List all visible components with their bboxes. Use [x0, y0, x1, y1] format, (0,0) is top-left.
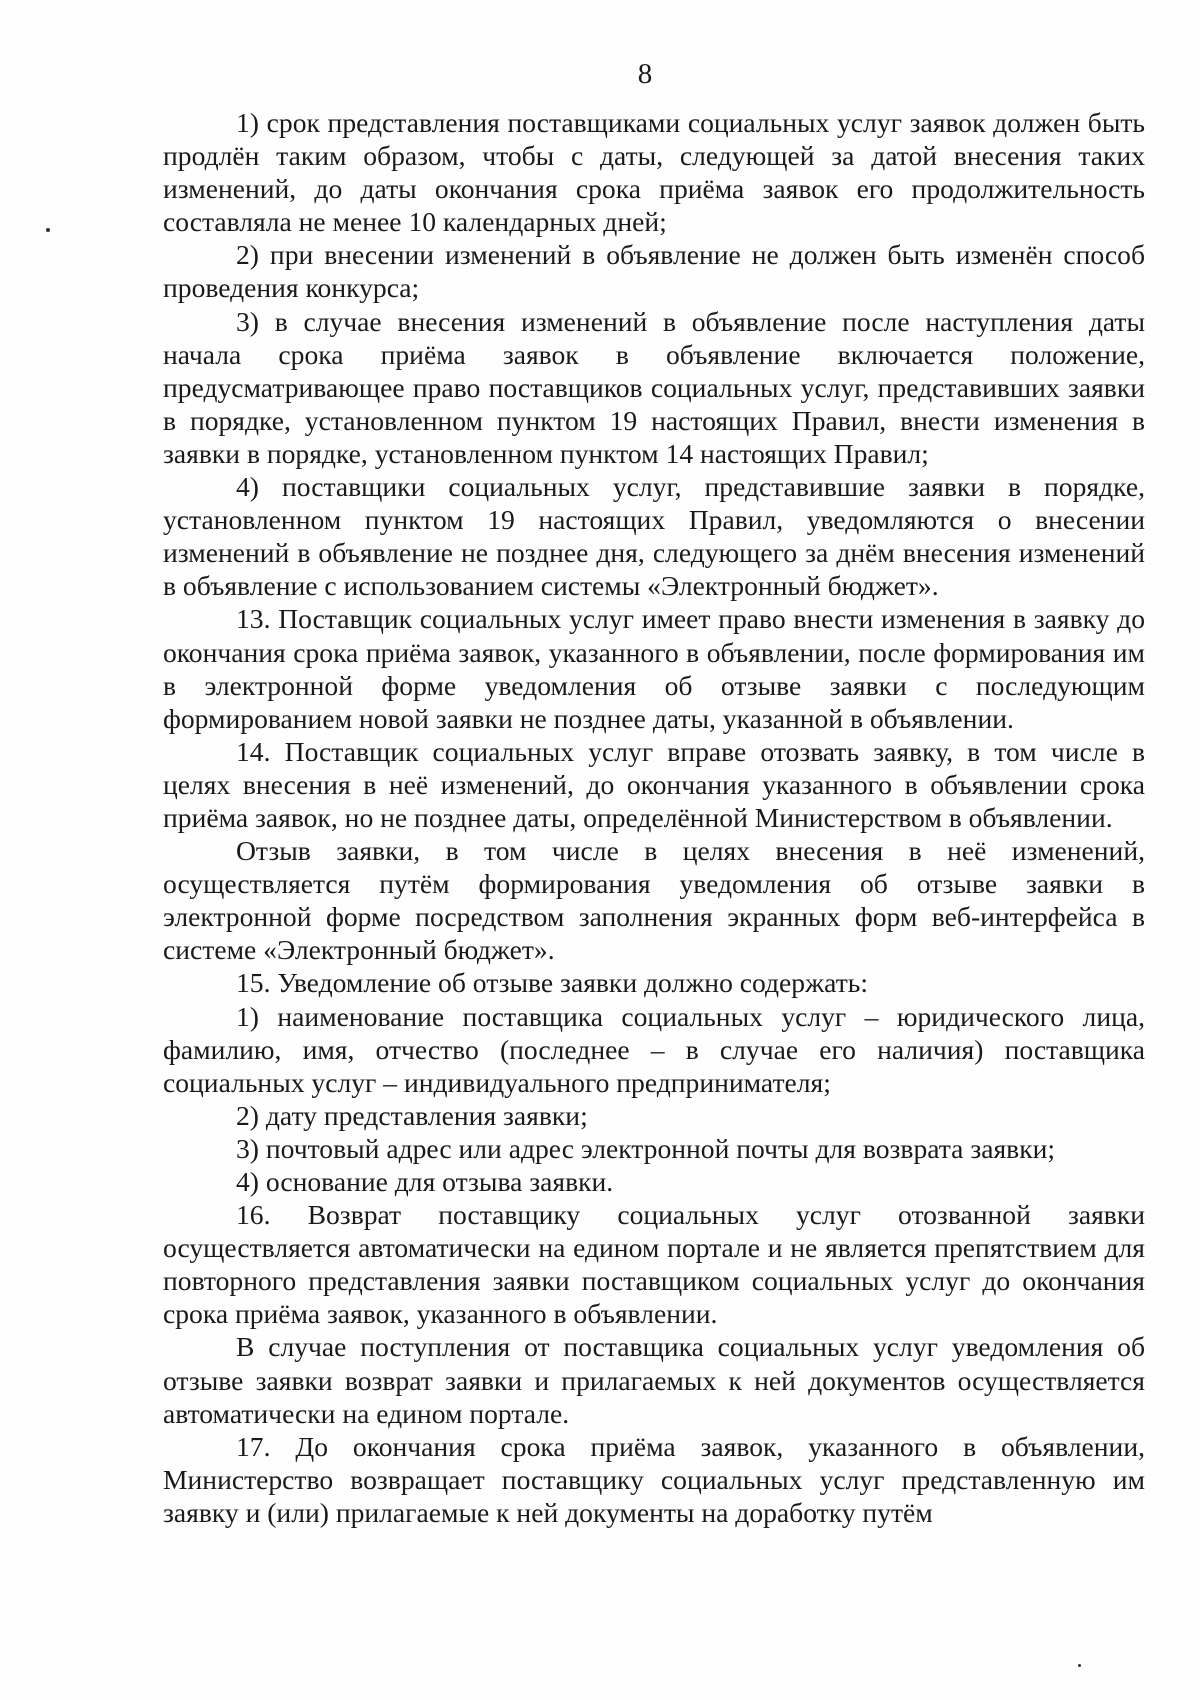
paragraph-15-item-3: 3) почтовый адрес или адрес электронной почты для возврата заявки; — [236, 1132, 1056, 1164]
paragraph-17: 17. До окончания срока приёма заявок, указанного в объявлении, Министерство возвращает поставщику социальных услуг представленную им заявку и (или) прилагаемые к ней документы на доработку путём — [163, 1430, 1145, 1528]
paragraph-16: 16. Возврат поставщику социальных услуг отозванной заявки осуществляется автоматически на едином портале и не является препятствием для повторного представления заявки поставщиком социальных услуг до окончания срока приёма заявок, указанного в объявлении. — [163, 1199, 1145, 1330]
paragraph-subitem-2: 2) при внесении изменений в объявление не должен быть изменён способ проведения конкурса; — [163, 239, 1145, 304]
paragraph-16-return: В случае поступления от поставщика социальных услуг уведомления об отзыве заявки возврат заявки и прилагаемых к ней документов осуществляется автоматически на едином портале. — [163, 1331, 1145, 1429]
paragraph-14-withdrawal: Отзыв заявки, в том числе в целях внесения в неё изменений, осуществляется путём формирования уведомления об отзыве заявки в электронной форме посредством заполнения экранных форм веб-интерфейса в системе «Электронный бюджет». — [163, 835, 1145, 966]
paragraph-13: 13. Поставщик социальных услуг имеет право внести изменения в заявку до окончания срока приёма заявок, указанного в объявлении, после формирования им в электронной форме уведомления об отзыве заявки с последующим формированием новой заявки не позднее даты, указанной в объявлении. — [163, 603, 1145, 734]
paragraph-subitem-1: 1) срок представления поставщиками социальных услуг заявок должен быть продлён таким образом, чтобы с даты, следующей за датой внесения таких изменений, до даты окончания срока приёма заявок его продолжительность составляла не менее 10 календарных дней; — [163, 107, 1145, 238]
page-number: 8 — [637, 58, 653, 90]
paragraph-15-item-2: 2) дату представления заявки; — [236, 1099, 588, 1131]
scan-speck — [46, 228, 50, 232]
scan-speck — [1078, 1664, 1081, 1667]
paragraph-subitem-3: 3) в случае внесения изменений в объявление после наступления даты начала срока приёма заявок в объявление включается положение, предусматривающее право поставщиков социальных услуг, представивших заявки в порядке, установленном пунктом 19 настоящих Правил, внести изменения в заявки в порядке, установленном пунктом 14 настоящих Правил; — [163, 305, 1145, 469]
paragraph-subitem-4: 4) поставщики социальных услуг, представившие заявки в порядке, установленном пунктом 19 настоящих Правил, уведомляются о внесении изменений в объявление не позднее дня, следующего за днём внесения изменений в объявление с использованием системы «Электронный бюджет». — [163, 471, 1145, 602]
document-body — [163, 106, 1145, 1529]
paragraph-15-item-4: 4) основание для отзыва заявки. — [236, 1166, 614, 1197]
paragraph-15: 15. Уведомление об отзыве заявки должно содержать: — [236, 967, 869, 999]
paragraph-14: 14. Поставщик социальных услуг вправе отозвать заявку, в том числе в целях внесения в неё изменений, до окончания указанного в объявлении срока приёма заявок, но не позднее даты, определённой Министерством в объявлении. — [163, 735, 1145, 833]
paragraph-15-item-1: 1) наименование поставщика социальных услуг – юридического лица, фамилию, имя, отчество (последнее – в случае его наличия) поставщика социальных услуг – индивидуального предпринимателя; — [163, 1000, 1145, 1098]
